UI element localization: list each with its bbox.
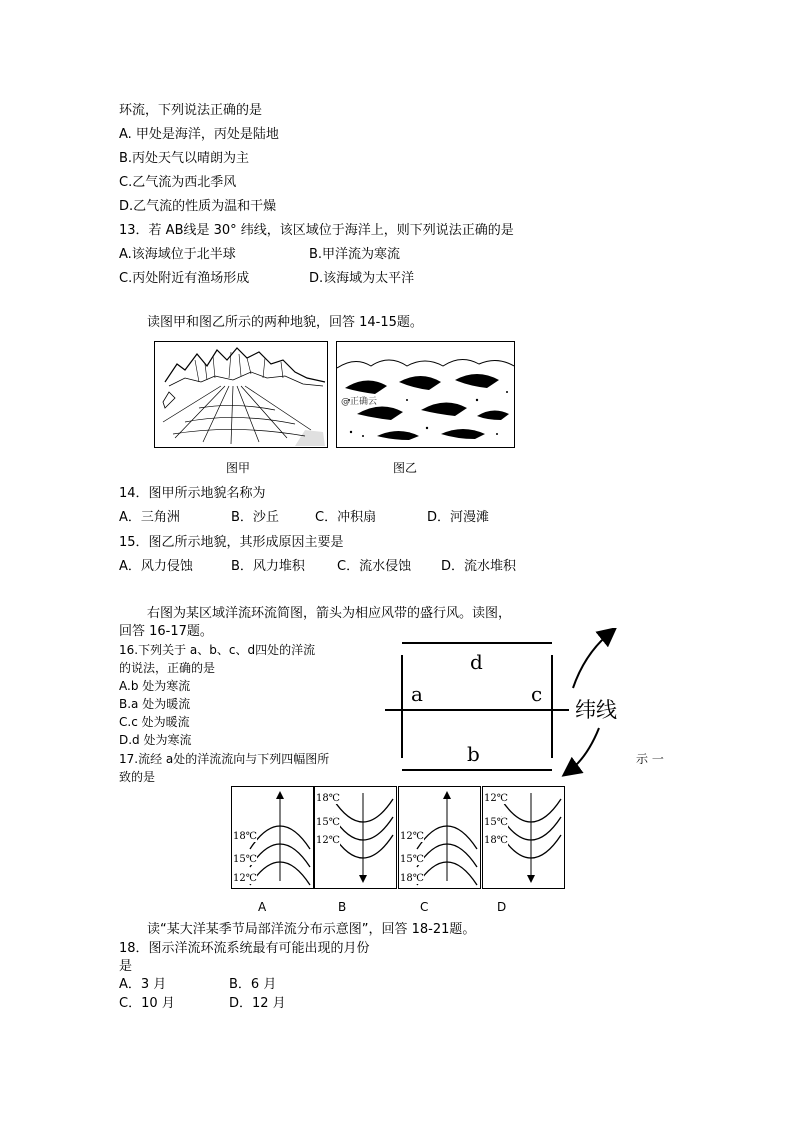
- arrowhead-icon: [527, 875, 535, 883]
- isotherm-temp-label: 15℃: [316, 817, 340, 828]
- q15-stem: 15．图乙所示地貌，其形成原因主要是: [119, 535, 344, 550]
- panel-letter-d: D: [497, 900, 507, 914]
- q17-stem-tail: 示 一: [636, 752, 664, 766]
- q13-option-c: C.丙处附近有渔场形成: [119, 271, 250, 286]
- q12-option-a: A. 甲处是海洋，丙处是陆地: [119, 127, 279, 142]
- q18-stem-line1: 18．图示洋流环流系统最有可能出现的月份: [119, 941, 370, 956]
- q16-option-b: B.a 处为暖流: [119, 697, 191, 711]
- isotherm-temp-label: 18℃: [400, 873, 424, 884]
- section16-intro-line2: 回答 16-17题。: [119, 624, 213, 639]
- panel-letter-b: B: [338, 900, 347, 914]
- q15-option-a: A．风力侵蚀: [119, 559, 193, 574]
- label-a: a: [411, 682, 423, 706]
- q16-option-c: C.c 处为暖流: [119, 715, 190, 729]
- figure-jia-alluvial-fan: [154, 341, 328, 448]
- q16-stem-line1: 16.下列关于 a、b、c、d四处的洋流: [119, 643, 316, 657]
- figure-jia-caption: 图甲: [226, 461, 251, 475]
- q13-option-d: D.该海域为太平洋: [309, 271, 415, 286]
- isotherm-temp-label: 15℃: [484, 817, 508, 828]
- q17-stem-line1: 17.流经 a处的洋流流向与下列四幅图所: [119, 752, 330, 766]
- figure-yi-watermark: @正确云: [341, 397, 378, 407]
- q14-stem: 14．图甲所示地貌名称为: [119, 486, 266, 501]
- isotherm-panel-c: [398, 786, 481, 889]
- figure-yi-caption: 图乙: [393, 461, 418, 475]
- figure-yi-dunes: [336, 341, 515, 448]
- section14-intro: 读图甲和图乙所示的两种地貌，回答 14-15题。: [147, 315, 423, 330]
- q14-option-c: C．冲积扇: [315, 510, 377, 525]
- label-b: b: [467, 742, 480, 766]
- q16-option-d: D.d 处为寒流: [119, 733, 192, 747]
- q12-option-d: D.乙气流的性质为温和干燥: [119, 199, 277, 214]
- label-c: c: [531, 682, 543, 706]
- q12-option-c: C.乙气流为西北季风: [119, 175, 237, 190]
- q18-option-d: D．12 月: [229, 996, 286, 1011]
- label-d: d: [470, 650, 483, 674]
- isotherm-panel-b: [314, 786, 397, 889]
- arrowhead-icon: [359, 875, 367, 883]
- current-circulation-diagram: [385, 628, 635, 778]
- q12-stem-tail: 环流，下列说法正确的是: [119, 103, 263, 118]
- isotherm-temp-label: 12℃: [484, 793, 508, 804]
- isotherm-temp-label: 12℃: [316, 835, 340, 846]
- isotherm-temp-label: 12℃: [233, 873, 257, 884]
- isotherm-panel-d: [482, 786, 565, 889]
- isotherm-temp-label: 18℃: [484, 835, 508, 846]
- q13-option-a: A.该海域位于北半球: [119, 247, 236, 262]
- isotherm-temp-label: 15℃: [400, 854, 424, 865]
- q14-option-b: B．沙丘: [231, 510, 279, 525]
- section16-intro-line1: 右图为某区域洋流环流简图，箭头为相应风带的盛行风。读图，: [147, 606, 512, 621]
- isotherm-temp-label: 18℃: [316, 793, 340, 804]
- q15-option-c: C．流水侵蚀: [337, 559, 412, 574]
- q18-stem-line2: 是: [119, 959, 133, 974]
- section18-intro: 读“某大洋某季节局部洋流分布示意图”，回答 18-21题。: [147, 922, 476, 937]
- q14-option-d: D．河漫滩: [427, 510, 490, 525]
- isotherm-temp-label: 18℃: [233, 831, 257, 842]
- q14-option-a: A．三角洲: [119, 510, 180, 525]
- isotherm-temp-label: 15℃: [233, 854, 257, 865]
- q18-option-b: B．6 月: [229, 977, 277, 992]
- isotherm-panel-a: [231, 786, 314, 889]
- q18-option-a: A．3 月: [119, 977, 167, 992]
- isotherm-temp-label: 12℃: [400, 831, 424, 842]
- latitude-label: 纬线: [575, 698, 617, 722]
- q17-stem-line2: 致的是: [119, 770, 156, 784]
- q15-option-d: D．流水堆积: [441, 559, 517, 574]
- q16-option-a: A.b 处为寒流: [119, 679, 191, 693]
- panel-letter-a: A: [258, 900, 267, 914]
- arrowhead-icon: [443, 791, 451, 799]
- q12-option-b: B.丙处天气以晴朗为主: [119, 151, 250, 166]
- q18-option-c: C．10 月: [119, 996, 175, 1011]
- q13-option-b: B.甲洋流为寒流: [309, 247, 401, 262]
- arrowhead-icon: [276, 791, 284, 799]
- alluvial-fan-sketch: [155, 342, 327, 447]
- q15-option-b: B．风力堆积: [231, 559, 305, 574]
- panel-letter-c: C: [420, 900, 429, 914]
- q16-stem-line2: 的说法，正确的是: [119, 661, 216, 675]
- q13-stem: 13．若 AB线是 30° 纬线，该区域位于海洋上，则下列说法正确的是: [119, 223, 514, 238]
